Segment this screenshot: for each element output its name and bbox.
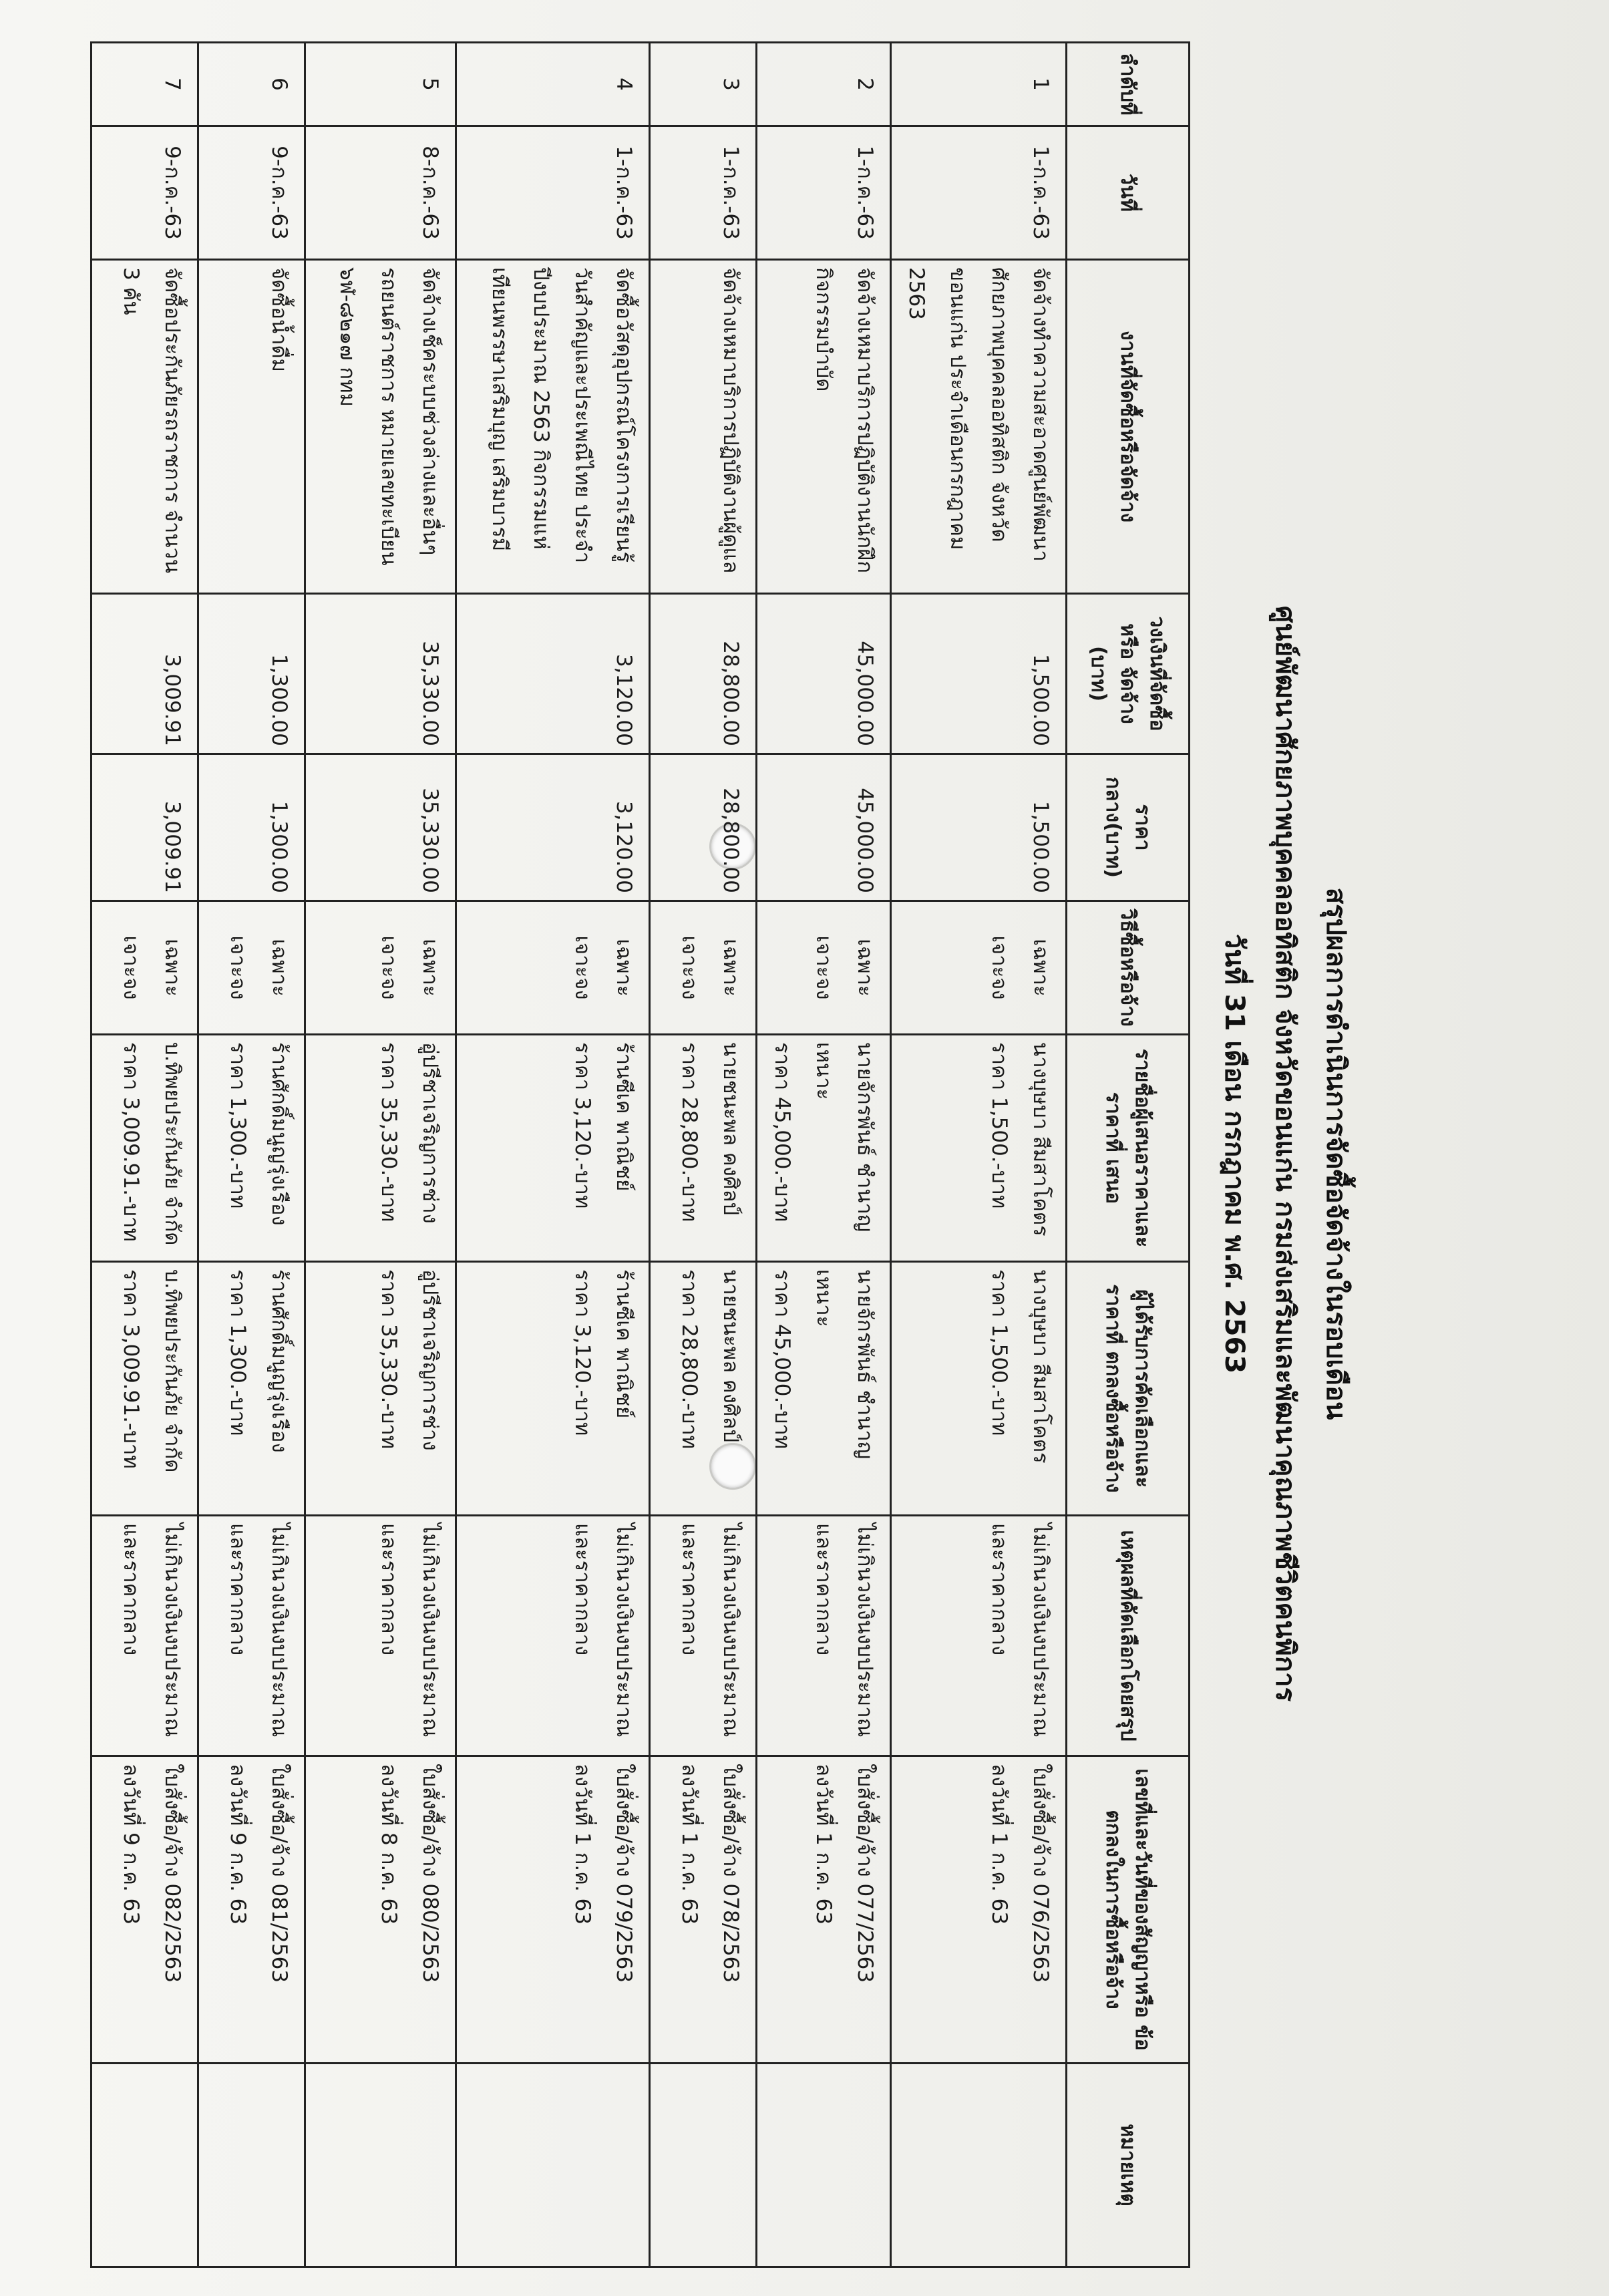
column-header-method: วิธีซื้อหรือจ้าง: [1067, 901, 1190, 1035]
row-bidder: นางบุษบา สีมสาโคตร: [1029, 1042, 1053, 1237]
cell-method: [650, 901, 757, 1035]
row-item: จัดซื้อน้ำดื่ม: [267, 267, 291, 373]
row-median: 1,500.00: [1029, 800, 1053, 893]
cell-budget: [757, 594, 891, 754]
table-header-row: [1067, 43, 1190, 2267]
row-winner: บ.ทิพยประกันภัย จำกัด: [160, 1269, 184, 1473]
cell-budget: [456, 594, 650, 754]
row-no: 1: [1029, 77, 1053, 91]
row-bid-price: ราคา 35,330.-บาท: [377, 1042, 401, 1222]
row-median: 1,300.00: [267, 800, 291, 893]
row-no: 6: [267, 77, 291, 91]
cell-item: [456, 260, 650, 594]
row-bidder: ร้านซีเค พาณิชย์: [612, 1042, 636, 1192]
row-date: 8-ก.ค.-63: [418, 146, 442, 240]
cell-date: [198, 126, 305, 260]
row-reason1: ไม่เกินวงเงินงบประมาณ: [160, 1523, 184, 1738]
row-date: 9-ก.ค.-63: [267, 146, 291, 240]
row-budget: 3,120.00: [612, 653, 636, 746]
cell-date: [305, 126, 456, 260]
row-contract: ใบสั่งซื้อ/จ้าง 080/2563: [418, 1764, 442, 1983]
row-date: 1-ก.ค.-63: [853, 146, 877, 240]
cell-no: [92, 43, 198, 126]
cell-bidder: [456, 1035, 650, 1262]
row-win-price: ราคา 1,300.-บาท: [226, 1269, 250, 1436]
row-method: เฉพาะเจาะจง: [812, 935, 877, 1000]
document-title: สรุปผลการดำเนินการจัดซื้อจัดจ้างในรอบเดือน: [1320, 887, 1351, 1420]
row-reason1: ไม่เกินวงเงินงบประมาณ: [612, 1523, 636, 1738]
row-contract: ใบสั่งซื้อ/จ้าง 082/2563: [160, 1764, 184, 1983]
cell-date: [757, 126, 891, 260]
row-contract: ใบสั่งซื้อ/จ้าง 079/2563: [612, 1764, 636, 1983]
cell-note: [650, 2064, 757, 2267]
cell-reason: [198, 1516, 305, 1756]
cell-note: [456, 2064, 650, 2267]
row-bidder: นายจักรพันธ์ ชำนาญเหนาะ: [812, 1042, 877, 1233]
row-reason2: และราคากลาง: [987, 1523, 1011, 1656]
cell-winner: [456, 1262, 650, 1516]
cell-median-price: [305, 754, 456, 901]
column-header-date: วันที่: [1067, 126, 1190, 260]
cell-budget: [891, 594, 1067, 754]
cell-date: [456, 126, 650, 260]
row-budget: 1,500.00: [1029, 653, 1053, 746]
column-header-winner: ผู้ได้รับการคัดเลือกและราคาที่ ตกลงซื้อหรือจ้าง: [1067, 1262, 1190, 1516]
row-winner: อู่ปรีชาเจริญการช่าง: [418, 1269, 442, 1451]
row-reason1: ไม่เกินวงเงินงบประมาณ: [853, 1523, 877, 1738]
cell-note: [757, 2064, 891, 2267]
cell-item: [891, 260, 1067, 594]
cell-date: [891, 126, 1067, 260]
row-reason1: ไม่เกินวงเงินงบประมาณ: [719, 1523, 743, 1738]
cell-contract: [650, 1756, 757, 2064]
column-header-reason: เหตุผลที่คัดเลือกโดยสรุป: [1067, 1516, 1190, 1756]
cell-median-price: [92, 754, 198, 901]
row-bidder: อู่ปรีชาเจริญการช่าง: [418, 1042, 442, 1224]
cell-reason: [650, 1516, 757, 1756]
cell-date: [92, 126, 198, 260]
row-method: เฉพาะเจาะจง: [226, 935, 291, 1000]
cell-item: [757, 260, 891, 594]
cell-no: [198, 43, 305, 126]
document-date: วันที่ 31 เดือน กรกฎาคม พ.ศ. 2563: [1219, 933, 1250, 1374]
cell-median-price: [891, 754, 1067, 901]
cell-method: [891, 901, 1067, 1035]
row-method: เฉพาะเจาะจง: [570, 935, 636, 1000]
row-contract: ใบสั่งซื้อ/จ้าง 081/2563: [267, 1764, 291, 1983]
row-median: 45,000.00: [853, 788, 877, 893]
cell-note: [305, 2064, 456, 2267]
row-date: 1-ก.ค.-63: [612, 146, 636, 240]
row-reason2: และราคากลาง: [377, 1523, 401, 1656]
row-no: 3: [719, 77, 743, 91]
cell-median-price: [650, 754, 757, 901]
row-contract-date: ลงวันที่ 9 ก.ค. 63: [226, 1764, 250, 1925]
row-median: 3,120.00: [612, 800, 636, 893]
row-bid-price: ราคา 3,009.91.-บาท: [119, 1042, 143, 1242]
row-item: จัดจ้างเหมาบริการปฏิบัติงานผู้ดูแล: [719, 267, 743, 574]
cell-budget: [92, 594, 198, 754]
cell-contract: [198, 1756, 305, 2064]
row-contract-date: ลงวันที่ 9 ก.ค. 63: [119, 1764, 143, 1925]
cell-winner: [757, 1262, 891, 1516]
cell-bidder: [305, 1035, 456, 1262]
cell-method: [198, 901, 305, 1035]
row-winner: ร้านซีเค พาณิชย์: [612, 1269, 636, 1419]
cell-note: [891, 2064, 1067, 2267]
cell-item: [198, 260, 305, 594]
column-header-item: งานที่จัดซื้อหรือจัดจ้าง: [1067, 260, 1190, 594]
rotated-document: [119, 41, 1356, 2266]
row-contract-date: ลงวันที่ 1 ก.ค. 63: [570, 1764, 594, 1925]
row-contract-date: ลงวันที่ 1 ก.ค. 63: [812, 1764, 836, 1925]
row-reason2: และราคากลาง: [226, 1523, 250, 1656]
cell-reason: [92, 1516, 198, 1756]
row-win-price: ราคา 28,800.-บาท: [677, 1269, 701, 1450]
cell-contract: [92, 1756, 198, 2064]
cell-no: [650, 43, 757, 126]
cell-item: [305, 260, 456, 594]
cell-reason: [757, 1516, 891, 1756]
cell-winner: [198, 1262, 305, 1516]
column-header-budget: วงเงินที่จัดซื้อหรือ จัดจ้าง (บาท): [1067, 594, 1190, 754]
cell-median-price: [198, 754, 305, 901]
row-win-price: ราคา 35,330.-บาท: [377, 1269, 401, 1450]
cell-no: [757, 43, 891, 126]
row-median: 35,330.00: [418, 788, 442, 893]
row-win-price: ราคา 3,009.91.-บาท: [119, 1269, 143, 1469]
cell-note: [198, 2064, 305, 2267]
row-bidder: ร้านศักดิ์มนูญรุ่งเรือง: [267, 1042, 291, 1226]
cell-method: [92, 901, 198, 1035]
cell-contract: [757, 1756, 891, 2064]
row-reason2: และราคากลาง: [570, 1523, 594, 1656]
row-method: เฉพาะเจาะจง: [677, 935, 743, 1000]
column-header-median-price: ราคากลาง(บาท): [1067, 754, 1190, 901]
row-bid-price: ราคา 45,000.-บาท: [770, 1042, 794, 1222]
document-header: [1202, 41, 1356, 2266]
cell-bidder: [650, 1035, 757, 1262]
cell-method: [305, 901, 456, 1035]
row-method: เฉพาะเจาะจง: [377, 935, 442, 1000]
cell-method: [456, 901, 650, 1035]
table-row: [650, 43, 757, 2267]
cell-budget: [650, 594, 757, 754]
column-header-no: ลำดับที่: [1067, 43, 1190, 126]
cell-reason: [456, 1516, 650, 1756]
row-date: 1-ก.ค.-63: [1029, 146, 1053, 240]
column-header-bidders: รายชื่อผู้เสนอราคาและราคาที่ เสนอ: [1067, 1035, 1190, 1262]
table-row: [198, 43, 305, 2267]
row-method: เฉพาะเจาะจง: [987, 935, 1053, 1000]
cell-contract: [891, 1756, 1067, 2064]
row-contract: ใบสั่งซื้อ/จ้าง 076/2563: [1029, 1764, 1053, 1983]
row-item: จัดจ้างเหมาบริการปฏิบัติงานนักฝึกกิจกรรมบำบัด: [812, 267, 877, 573]
row-bidder: นายชนะพล คงศิลป์: [719, 1042, 743, 1216]
row-item: จัดซื้อประกันภัยรถราชการ จำนวน 3 คัน: [119, 267, 184, 574]
row-bid-price: ราคา 1,300.-บาท: [226, 1042, 250, 1209]
cell-note: [92, 2064, 198, 2267]
row-win-price: ราคา 1,500.-บาท: [987, 1269, 1011, 1436]
procurement-table: [90, 41, 1190, 2268]
row-reason2: และราคากลาง: [677, 1523, 701, 1656]
cell-winner: [891, 1262, 1067, 1516]
row-bid-price: ราคา 1,500.-บาท: [987, 1042, 1011, 1209]
table-row: [757, 43, 891, 2267]
row-no: 5: [418, 77, 442, 91]
cell-bidder: [891, 1035, 1067, 1262]
table-row: [456, 43, 650, 2267]
row-budget: 45,000.00: [853, 641, 877, 746]
cell-no: [305, 43, 456, 126]
row-budget: 35,330.00: [418, 641, 442, 746]
cell-contract: [456, 1756, 650, 2064]
table-row: [92, 43, 198, 2267]
row-reason1: ไม่เกินวงเงินงบประมาณ: [267, 1523, 291, 1738]
row-no: 4: [612, 77, 636, 91]
cell-median-price: [757, 754, 891, 901]
row-bid-price: ราคา 28,800.-บาท: [677, 1042, 701, 1222]
cell-method: [757, 901, 891, 1035]
row-median: 28,800.00: [719, 788, 743, 893]
cell-winner: [650, 1262, 757, 1516]
row-contract: ใบสั่งซื้อ/จ้าง 078/2563: [719, 1764, 743, 1983]
row-winner: ร้านศักดิ์มนูญรุ่งเรือง: [267, 1269, 291, 1453]
cell-bidder: [198, 1035, 305, 1262]
cell-item: [650, 260, 757, 594]
document-subtitle: ศูนย์พัฒนาศักยภาพบุคคลออทิสติก จังหวัดขอนแก่น กรมส่งเสริมและพัฒนาคุณภาพชีวิตคนพิการ: [1270, 605, 1300, 1702]
table-row: [305, 43, 456, 2267]
cell-median-price: [456, 754, 650, 901]
row-reason2: และราคากลาง: [119, 1523, 143, 1656]
cell-date: [650, 126, 757, 260]
cell-budget: [305, 594, 456, 754]
row-bid-price: ราคา 3,120.-บาท: [570, 1042, 594, 1209]
row-budget: 28,800.00: [719, 641, 743, 746]
row-winner: นายชนะพล คงศิลป์: [719, 1269, 743, 1443]
row-winner: นางบุษบา สีมสาโคตร: [1029, 1269, 1053, 1464]
row-date: 9-ก.ค.-63: [160, 146, 184, 240]
cell-no: [456, 43, 650, 126]
row-reason2: และราคากลาง: [812, 1523, 836, 1656]
cell-item: [92, 260, 198, 594]
cell-bidder: [757, 1035, 891, 1262]
row-bidder: บ.ทิพยประกันภัย จำกัด: [160, 1042, 184, 1246]
column-header-contract: เลขที่และวันที่ของสัญญาหรือ ข้อตกลงในการซื้อหรือจ้าง: [1067, 1756, 1190, 2064]
row-winner: นายจักรพันธ์ ชำนาญเหนาะ: [812, 1269, 877, 1460]
row-reason1: ไม่เกินวงเงินงบประมาณ: [1029, 1523, 1053, 1738]
row-no: 7: [160, 77, 184, 91]
column-header-note: หมายเหตุ: [1067, 2064, 1190, 2267]
row-budget: 1,300.00: [267, 653, 291, 746]
row-win-price: ราคา 45,000.-บาท: [770, 1269, 794, 1450]
table-row: [891, 43, 1067, 2267]
cell-contract: [305, 1756, 456, 2064]
row-contract-date: ลงวันที่ 1 ก.ค. 63: [677, 1764, 701, 1925]
row-item: จัดซื้อวัสดุอุปกรณ์โครงการเรียนรู้วันสำคัญและประเพณีไทย ประจำปีงบประมาณ 2563 กิจกรรมแห่เทียนพรรษาเสริมบุญ เสริมบารมี: [488, 267, 636, 564]
row-contract: ใบสั่งซื้อ/จ้าง 077/2563: [853, 1764, 877, 1983]
cell-winner: [92, 1262, 198, 1516]
row-contract-date: ลงวันที่ 1 ก.ค. 63: [987, 1764, 1011, 1925]
row-date: 1-ก.ค.-63: [719, 146, 743, 240]
row-item: จัดจ้างทำความสะอาดศูนย์พัฒนาศักยภาพบุคคลออทิสติก จังหวัดขอนแก่น ประจำเดือนกรกฎาคม 2563: [904, 267, 1053, 562]
cell-budget: [198, 594, 305, 754]
row-item: จัดจ้างเช็คระบบช่วงล่างและอื่นๆ รถยนต์ราชการ หมายเลขทะเบียน ๖ฬ-๘๒๑๗ กทม: [335, 267, 442, 566]
row-reason1: ไม่เกินวงเงินงบประมาณ: [418, 1523, 442, 1738]
row-win-price: ราคา 3,120.-บาท: [570, 1269, 594, 1436]
row-contract-date: ลงวันที่ 8 ก.ค. 63: [377, 1764, 401, 1925]
row-no: 2: [853, 77, 877, 91]
cell-reason: [891, 1516, 1067, 1756]
row-median: 3,009.91: [160, 800, 184, 893]
row-method: เฉพาะเจาะจง: [119, 935, 184, 1000]
cell-winner: [305, 1262, 456, 1516]
cell-reason: [305, 1516, 456, 1756]
cell-bidder: [92, 1035, 198, 1262]
row-budget: 3,009.91: [160, 653, 184, 746]
cell-no: [891, 43, 1067, 126]
